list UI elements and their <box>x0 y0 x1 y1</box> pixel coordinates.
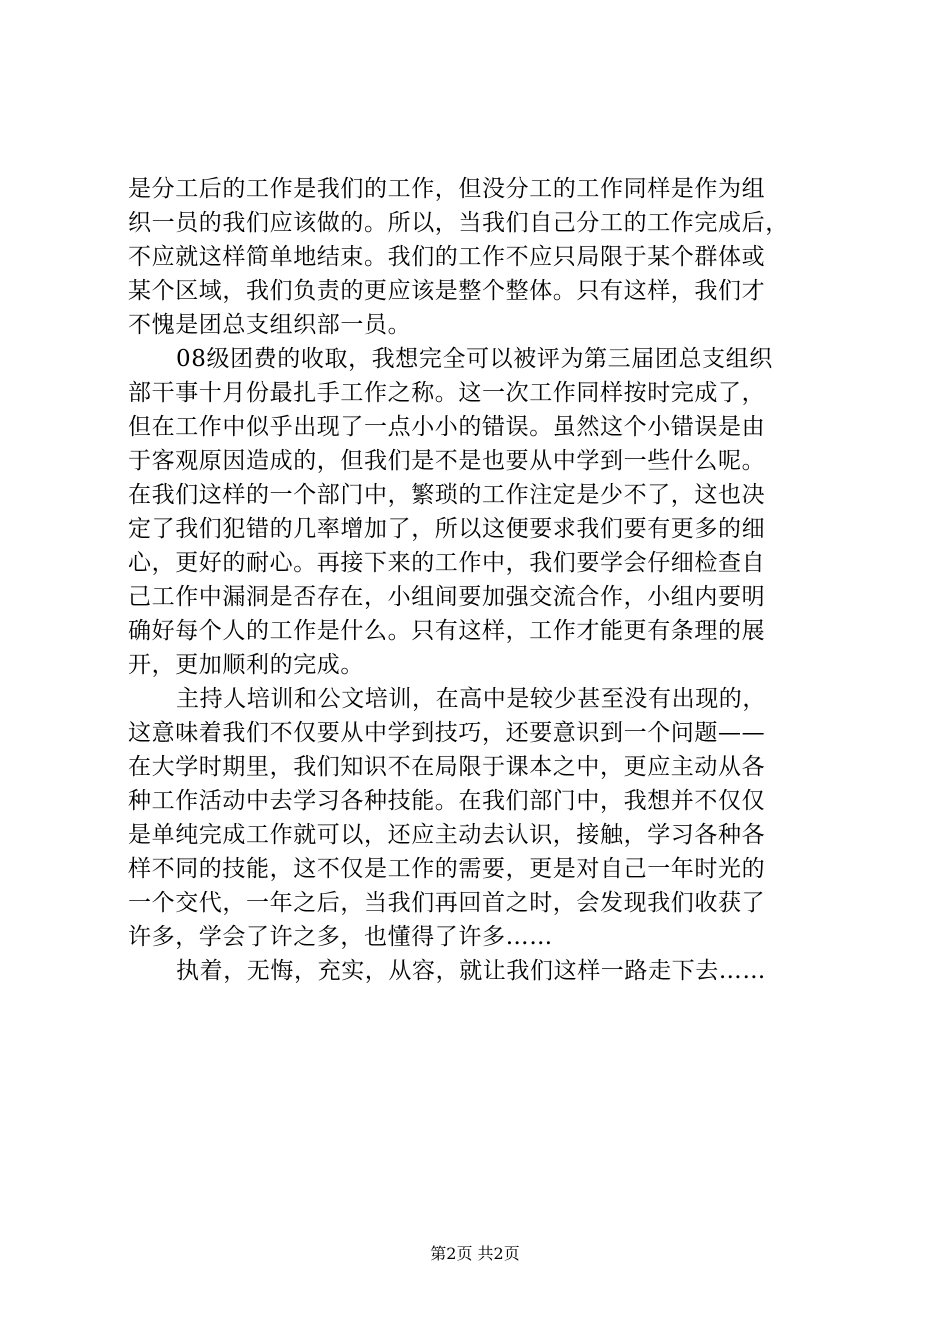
page-number: 第2页 共2页 <box>430 1244 520 1263</box>
text-line: 不愧是团总支组织部一员。 <box>128 312 412 338</box>
text-line: 织一员的我们应该做的。所以，当我们自己分工的工作完成后， <box>128 210 789 236</box>
text-line: 许多，学会了许之多，也懂得了许多…… <box>128 924 553 950</box>
paragraph-start-line: 主持人培训和公文培训，在高中是较少甚至没有出现的， <box>176 686 766 712</box>
text-line: 是分工后的工作是我们的工作，但没分工的工作同样是作为组 <box>128 176 766 202</box>
paragraph-start-line: 08级团费的收取，我想完全可以被评为第三届团总支组织 <box>176 346 773 372</box>
text-line: 在大学时期里，我们知识不在局限于课本之中，更应主动从各 <box>128 754 766 780</box>
text-line: 于客观原因造成的，但我们是不是也要从中学到一些什么呢。 <box>128 448 766 474</box>
text-line: 一个交代，一年之后，当我们再回首之时，会发现我们收获了 <box>128 890 766 916</box>
text-line: 种工作活动中去学习各种技能。在我们部门中，我想并不仅仅 <box>128 788 766 814</box>
text-line: 是单纯完成工作就可以，还应主动去认识，接触，学习各种各 <box>128 822 766 848</box>
text-line: 定了我们犯错的几率增加了，所以这便要求我们要有更多的细 <box>128 516 766 542</box>
text-line: 这意味着我们不仅要从中学到技巧，还要意识到一个问题—— <box>128 720 766 746</box>
text-line: 确好每个人的工作是什么。只有这样，工作才能更有条理的展 <box>128 618 766 644</box>
text-line: 样不同的技能，这不仅是工作的需要，更是对自己一年时光的 <box>128 856 766 882</box>
paragraph-start-line: 执着，无悔，充实，从容，就让我们这样一路走下去…… <box>176 958 766 984</box>
text-line: 己工作中漏洞是否存在，小组间要加强交流合作，小组内要明 <box>128 584 766 610</box>
text-line: 开，更加顺利的完成。 <box>128 652 364 678</box>
body-text <box>128 172 828 988</box>
text-line: 心，更好的耐心。再接下来的工作中，我们要学会仔细检查自 <box>128 550 766 576</box>
text-line: 但在工作中似乎出现了一点小小的错误。虽然这个小错误是由 <box>128 414 766 440</box>
text-line: 部干事十月份最扎手工作之称。这一次工作同样按时完成了， <box>128 380 766 406</box>
text-line: 某个区域，我们负责的更应该是整个整体。只有这样，我们才 <box>128 278 766 304</box>
text-line: 不应就这样简单地结束。我们的工作不应只局限于某个群体或 <box>128 244 766 270</box>
text-line: 在我们这样的一个部门中，繁琐的工作注定是少不了，这也决 <box>128 482 766 508</box>
